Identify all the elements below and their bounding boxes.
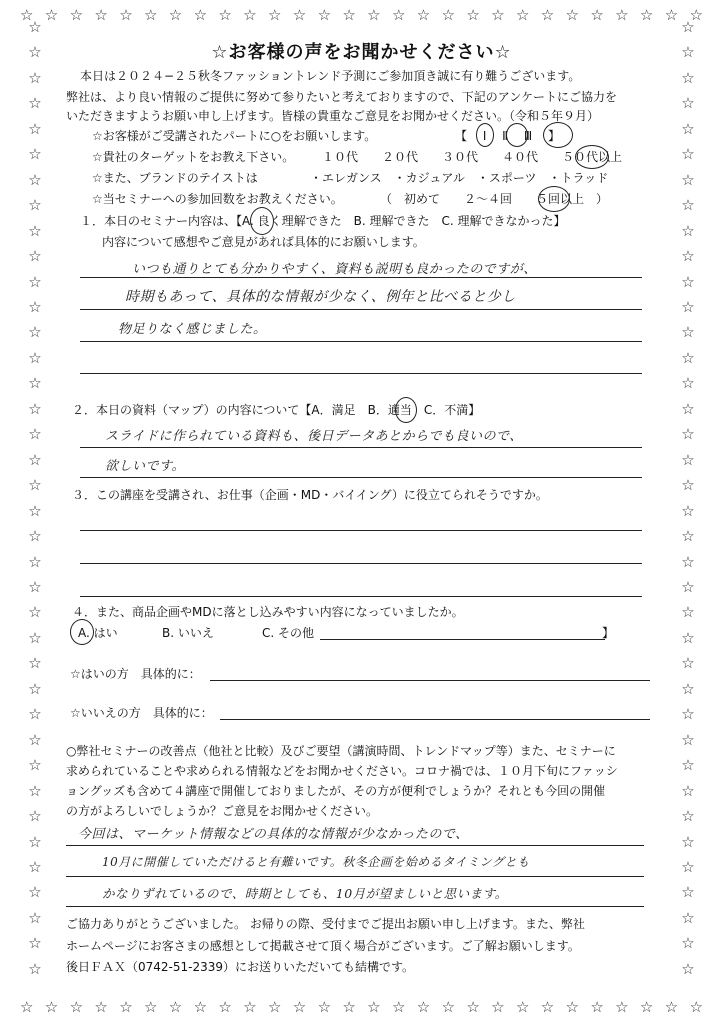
q2-answer-line-2: 欲しいです。: [105, 459, 185, 474]
footer-line-1: ご協力ありがとうございました。 お帰りの際、受付までご提出お願い申し上げます。また、弊社: [66, 917, 585, 931]
star-icon: ☆: [681, 119, 695, 138]
q5-answer-rule-1: [66, 845, 644, 846]
q1-answer-line-3: 物足りなく感じました。: [118, 322, 267, 337]
star-icon: ☆: [681, 807, 695, 826]
star-icon: ☆: [28, 196, 42, 215]
star-icon: ☆: [28, 756, 42, 775]
intro-line-3: いただきますようお願い申し上げます。皆様の貴重なご意見をお聞かせください。（令和５年９月）: [66, 109, 600, 123]
star-icon: ☆: [28, 603, 42, 622]
attendance-label: ☆当セミナーへの参加回数をお教えください。: [92, 192, 343, 206]
star-icon: ☆: [20, 998, 34, 1016]
intro-line-1: 本日は２０２４−２５秋冬ファッショントレンド予測にご参加頂き誠に有り難うございます。: [80, 69, 581, 83]
q1-answer-rule-4: [80, 373, 642, 374]
star-icon: ☆: [119, 998, 133, 1016]
star-icon: ☆: [681, 654, 695, 673]
q1-question: １．本日のセミナー内容は、【A. 良く理解できた B. 理解できた C. 理解できなかった】: [80, 214, 566, 228]
star-icon: ☆: [664, 998, 679, 1016]
star-icon: ☆: [491, 6, 505, 24]
q2-answer-rule-2: [80, 477, 642, 478]
q5-answer-line-3: かなりずれているので、時期としても、10月が望ましいと思います。: [102, 886, 508, 901]
star-icon: ☆: [317, 6, 332, 24]
star-icon: ☆: [28, 552, 42, 571]
star-icon: ☆: [391, 6, 406, 24]
star-icon: ☆: [681, 450, 695, 469]
q5-line-4: の方がよろしいでしょうか？ご意見をお聞かせください。: [66, 804, 379, 818]
star-border-top: [0, 6, 723, 24]
page-title: ☆お客様の声をお聞かせください☆: [211, 42, 512, 63]
star-icon: ☆: [515, 998, 530, 1016]
star-icon: ☆: [540, 998, 555, 1016]
q5-answer-line-1: 今回は、マーケット情報などの具体的な情報が少なかったので、: [78, 827, 469, 842]
q1-answer-rule-2: [80, 309, 642, 310]
star-icon: ☆: [681, 399, 695, 418]
star-icon: ☆: [681, 272, 695, 291]
age-label: ☆貴社のターゲットをお教え下さい。: [92, 150, 295, 164]
q4-question: ４．また、商品企画やMDに落とし込みやすい内容になっていましたか。: [72, 605, 464, 619]
star-icon: ☆: [168, 6, 183, 24]
star-border-left: [26, 18, 44, 978]
star-icon: ☆: [143, 6, 158, 24]
q5-answer-line-2: 10月に開催していただけると有難いです。秋冬企画を始めるタイミングとも: [102, 855, 530, 869]
star-icon: ☆: [681, 781, 695, 800]
star-icon: ☆: [681, 247, 695, 266]
star-icon: ☆: [28, 94, 42, 113]
star-icon: ☆: [28, 781, 42, 800]
star-icon: ☆: [28, 857, 42, 876]
star-icon: ☆: [590, 998, 604, 1016]
age-50-circle-mark: [575, 145, 609, 169]
star-icon: ☆: [681, 908, 695, 927]
star-icon: ☆: [28, 527, 42, 546]
age-options[interactable]: １０代 ２０代 ３０代 ４０代 ５０代以上: [322, 150, 623, 164]
star-icon: ☆: [28, 170, 42, 189]
star-icon: ☆: [193, 6, 208, 24]
star-icon: ☆: [416, 6, 431, 24]
star-icon: ☆: [681, 196, 695, 215]
star-icon: ☆: [416, 998, 431, 1016]
star-icon: ☆: [590, 6, 604, 24]
star-icon: ☆: [28, 883, 42, 902]
star-icon: ☆: [28, 654, 42, 673]
q2-question: ２．本日の資料（マップ）の内容について【A．満足 B．適当 C．不満】: [72, 403, 481, 417]
star-icon: ☆: [441, 6, 455, 24]
attendance-options[interactable]: （ 初めて ２〜４回 ５回以上 ）: [380, 192, 609, 206]
footer-line-2: ホームページにお客さまの感想として掲載させて頂く場合がございます。ご了解お願いします。: [66, 939, 580, 953]
star-icon: ☆: [28, 730, 42, 749]
star-icon: ☆: [28, 908, 42, 927]
star-icon: ☆: [681, 705, 695, 724]
star-icon: ☆: [681, 374, 695, 393]
q1-answer-line-2: 時期もあって、具体的な情報が少なく、例年と比べると少し: [125, 289, 516, 305]
star-icon: ☆: [689, 998, 703, 1016]
star-icon: ☆: [28, 43, 42, 62]
star-icon: ☆: [267, 998, 282, 1016]
star-icon: ☆: [491, 998, 505, 1016]
part-label: ☆お客様がご受講されたパートに○をお願いします。: [92, 129, 377, 143]
star-icon: ☆: [681, 425, 695, 444]
q3-answer-rule-1[interactable]: [80, 530, 642, 531]
star-icon: ☆: [681, 348, 695, 367]
q2-answer-line-1: スライドに作られている資料も、後日データあとからでも良いので、: [105, 429, 523, 444]
star-icon: ☆: [28, 450, 42, 469]
star-icon: ☆: [681, 501, 695, 520]
star-icon: ☆: [681, 883, 695, 902]
q3-answer-rule-3[interactable]: [80, 596, 642, 597]
star-icon: ☆: [639, 998, 654, 1016]
star-icon: ☆: [218, 6, 232, 24]
star-icon: ☆: [28, 628, 42, 647]
star-icon: ☆: [441, 998, 455, 1016]
star-icon: ☆: [28, 425, 42, 444]
intro-line-2: 弊社は、より良い情報のご提供に努めて参りたいと考えておりますので、下記のアンケートにご協力を: [66, 90, 618, 104]
q1-answer-line-1: いつも通りとても分かりやすく、資料も説明も良かったのですが、: [132, 262, 537, 277]
q4-option-b[interactable]: B. いいえ: [162, 626, 214, 640]
q5-line-3: ョングッズも含めて４講座で開催しておりましたが、その方が便利でしょうか？それとも今回の開催: [66, 784, 606, 798]
star-icon: ☆: [28, 68, 42, 87]
star-icon: ☆: [391, 998, 406, 1016]
star-icon: ☆: [69, 6, 84, 24]
star-icon: ☆: [218, 998, 232, 1016]
q5-answer-rule-3: [66, 906, 644, 907]
q4-a-circle-mark: [70, 619, 94, 645]
q4-option-a[interactable]: A. はい: [78, 626, 118, 640]
star-icon: ☆: [119, 6, 133, 24]
q4-option-c[interactable]: C. その他: [262, 626, 315, 640]
star-icon: ☆: [681, 730, 695, 749]
star-icon: ☆: [540, 6, 555, 24]
star-icon: ☆: [689, 6, 703, 24]
star-icon: ☆: [317, 998, 332, 1016]
star-icon: ☆: [342, 6, 356, 24]
star-icon: ☆: [28, 145, 42, 164]
part-2-circle-mark: [506, 123, 528, 147]
q3-question: ３．この講座を受講され、お仕事（企画・MD・バイイング）に役立てられそうですか。: [72, 488, 548, 502]
star-icon: ☆: [681, 297, 695, 316]
star-icon: ☆: [28, 247, 42, 266]
star-icon: ☆: [94, 998, 108, 1016]
q4-yes-label: ☆はいの方 具体的に：: [70, 667, 201, 681]
star-icon: ☆: [44, 6, 59, 24]
star-icon: ☆: [28, 679, 42, 698]
q4-no-rule[interactable]: [220, 719, 650, 720]
q1-answer-rule-1: [80, 277, 642, 278]
star-icon: ☆: [193, 998, 208, 1016]
star-icon: ☆: [28, 374, 42, 393]
star-icon: ☆: [681, 628, 695, 647]
star-icon: ☆: [367, 998, 381, 1016]
star-icon: ☆: [681, 679, 695, 698]
star-icon: ☆: [28, 959, 42, 978]
star-icon: ☆: [28, 18, 42, 36]
star-icon: ☆: [28, 221, 42, 240]
star-icon: ☆: [681, 857, 695, 876]
star-icon: ☆: [20, 6, 34, 24]
star-icon: ☆: [28, 399, 42, 418]
q5-line-1: ○弊社セミナーの改善点（他社と比較）及びご要望（講演時間、トレンドマップ等）また、セミナーに: [66, 744, 616, 758]
star-icon: ☆: [565, 6, 579, 24]
q4-no-label: ☆いいえの方 具体的に：: [70, 706, 213, 720]
q4-yes-rule[interactable]: [210, 680, 650, 681]
taste-label: ☆また、ブランドのテイストは: [92, 171, 258, 185]
star-icon: ☆: [143, 998, 158, 1016]
star-icon: ☆: [168, 998, 183, 1016]
star-icon: ☆: [615, 6, 629, 24]
q1-subprompt: 内容について感想やご意見があれば具体的にお願いします。: [102, 235, 425, 249]
star-icon: ☆: [28, 577, 42, 596]
star-icon: ☆: [28, 705, 42, 724]
star-icon: ☆: [28, 348, 42, 367]
star-icon: ☆: [681, 170, 695, 189]
star-icon: ☆: [565, 998, 579, 1016]
star-icon: ☆: [28, 323, 42, 342]
star-icon: ☆: [28, 476, 42, 495]
attendance-5-circle-mark: [538, 186, 570, 212]
star-icon: ☆: [367, 6, 381, 24]
q1-a-circle-mark: [250, 207, 274, 235]
part-1-circle-mark: [476, 123, 494, 147]
star-icon: ☆: [28, 501, 42, 520]
star-icon: ☆: [681, 221, 695, 240]
star-icon: ☆: [681, 577, 695, 596]
part-options[interactable]: 【 Ⅰ Ⅱ Ⅲ 】: [455, 129, 566, 143]
star-icon: ☆: [267, 6, 282, 24]
q3-answer-rule-2[interactable]: [80, 563, 642, 564]
star-icon: ☆: [28, 272, 42, 291]
star-icon: ☆: [292, 998, 307, 1016]
star-icon: ☆: [342, 998, 356, 1016]
star-icon: ☆: [69, 998, 84, 1016]
star-icon: ☆: [94, 6, 108, 24]
star-icon: ☆: [28, 807, 42, 826]
star-icon: ☆: [681, 527, 695, 546]
star-icon: ☆: [44, 998, 59, 1016]
star-icon: ☆: [243, 998, 257, 1016]
q2-answer-rule-1: [80, 447, 642, 448]
star-icon: ☆: [681, 43, 695, 62]
star-icon: ☆: [515, 6, 530, 24]
star-icon: ☆: [243, 6, 257, 24]
star-icon: ☆: [681, 18, 695, 36]
taste-options[interactable]: ・エレガンス ・カジュアル ・スポーツ ・トラッド: [310, 171, 609, 185]
star-icon: ☆: [681, 603, 695, 622]
star-icon: ☆: [664, 6, 679, 24]
q5-line-2: 求められていることや求められる情報などをお聞かせください。コロナ禍では、１０月下旬にファッシ: [66, 764, 618, 778]
star-icon: ☆: [681, 68, 695, 87]
star-icon: ☆: [681, 832, 695, 851]
star-icon: ☆: [681, 552, 695, 571]
star-icon: ☆: [28, 297, 42, 316]
star-icon: ☆: [681, 145, 695, 164]
star-border-right: [679, 18, 697, 978]
part-3-circle-mark: [543, 122, 573, 148]
star-icon: ☆: [681, 476, 695, 495]
q4-other-rule[interactable]: [320, 639, 605, 640]
star-icon: ☆: [28, 934, 42, 953]
q1-answer-rule-3: [80, 341, 642, 342]
star-icon: ☆: [466, 6, 480, 24]
q5-answer-rule-2: [66, 876, 644, 877]
star-border-bottom: [0, 998, 723, 1016]
star-icon: ☆: [292, 6, 307, 24]
star-icon: ☆: [681, 756, 695, 775]
star-icon: ☆: [681, 959, 695, 978]
star-icon: ☆: [466, 998, 480, 1016]
star-icon: ☆: [28, 832, 42, 851]
star-icon: ☆: [639, 6, 654, 24]
q2-b-circle-mark: [395, 397, 417, 423]
star-icon: ☆: [681, 94, 695, 113]
star-icon: ☆: [681, 323, 695, 342]
star-icon: ☆: [28, 119, 42, 138]
q4-other-bracket: 】: [602, 626, 615, 640]
footer-line-3: 後日ＦＡＸ（0742-51-2339）にお送りいただいても結構です。: [66, 960, 415, 974]
star-icon: ☆: [615, 998, 629, 1016]
star-icon: ☆: [681, 934, 695, 953]
